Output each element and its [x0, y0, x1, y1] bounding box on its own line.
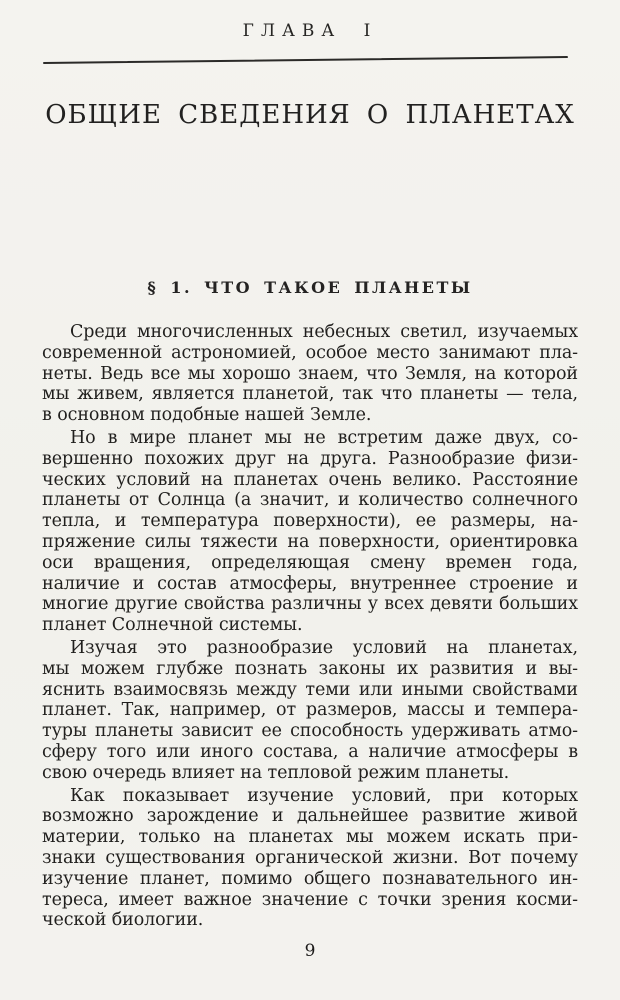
text-line: Среди многочисленных небесных светил, изучаемых	[70, 322, 578, 342]
text-line: мы можем глубже познать законы их развития и вы-	[42, 658, 578, 679]
text-line: наличие и состав атмосферы, внутреннее строение и	[42, 573, 578, 594]
text-line: пряжение силы тяжести на поверхности, ориентировка	[42, 531, 578, 552]
body-text	[42, 322, 578, 933]
text-line: оси вращения, определяющая смену времен года,	[42, 552, 578, 573]
page-number: 9	[304, 941, 316, 961]
text-line: туры планеты зависит ее способность удерживать атмо-	[42, 721, 578, 742]
chapter-header: ГЛАВА I	[242, 21, 378, 41]
page-title: ОБЩИЕ СВЕДЕНИЯ О ПЛАНЕТАХ	[45, 100, 575, 130]
paragraph-1	[42, 322, 578, 426]
text-line: возможно зарождение и дальнейшее развитие живой	[42, 806, 578, 827]
text-line: в основном подобные нашей Земле.	[42, 405, 372, 426]
text-line: Изучая это разнообразие условий на планетах,	[70, 637, 578, 658]
text-line: неты. Ведь все мы хорошо знаем, что Земля, на которой	[42, 363, 578, 384]
text-line: современной астрономией, особое место занимают пла-	[42, 342, 578, 363]
text-line: изучение планет, помимо общего познавательного ин-	[42, 868, 578, 889]
header-rule	[43, 56, 568, 64]
text-line: планет. Так, например, от размеров, массы и темпера-	[42, 700, 578, 721]
text-line: планеты от Солнца (а значит, и количество солнечного	[42, 490, 578, 511]
text-line: Но в мире планет мы не встретим даже двух, со-	[70, 427, 578, 448]
text-line: яснить взаимосвязь между теми или иными свойствами	[42, 679, 578, 700]
paragraph-2	[42, 428, 578, 636]
text-line: свою очередь влияет на тепловой режим планеты.	[42, 762, 510, 783]
text-line: ческой биологии.	[42, 910, 204, 931]
text-line: ческих условий на планетах очень велико. Расстояние	[42, 469, 578, 490]
text-line: сферу того или иного состава, а наличие атмосферы в	[42, 741, 578, 762]
text-line: Как показывает изучение условий, при которых	[70, 785, 578, 806]
text-line: знаки существования органической жизни. Вот почему	[42, 847, 578, 868]
text-line: тепла, и температура поверхности), ее размеры, на-	[42, 511, 578, 532]
text-line: многие другие свойства различны у всех девяти больших	[42, 594, 578, 615]
text-line: планет Солнечной системы.	[42, 615, 303, 636]
text-line: материи, только на планетах мы можем искать при-	[42, 827, 578, 848]
text-line: вершенно похожих друг на друга. Разнообразие физи-	[42, 448, 578, 469]
text-line: мы живем, является планетой, так что планеты — тела,	[42, 384, 578, 405]
section-heading: § 1. ЧТО ТАКОЕ ПЛАНЕТЫ	[147, 278, 473, 297]
paragraph-4	[42, 786, 578, 932]
paragraph-3	[42, 638, 578, 784]
text-line: тереса, имеет важное значение с точки зрения косми-	[42, 889, 578, 910]
